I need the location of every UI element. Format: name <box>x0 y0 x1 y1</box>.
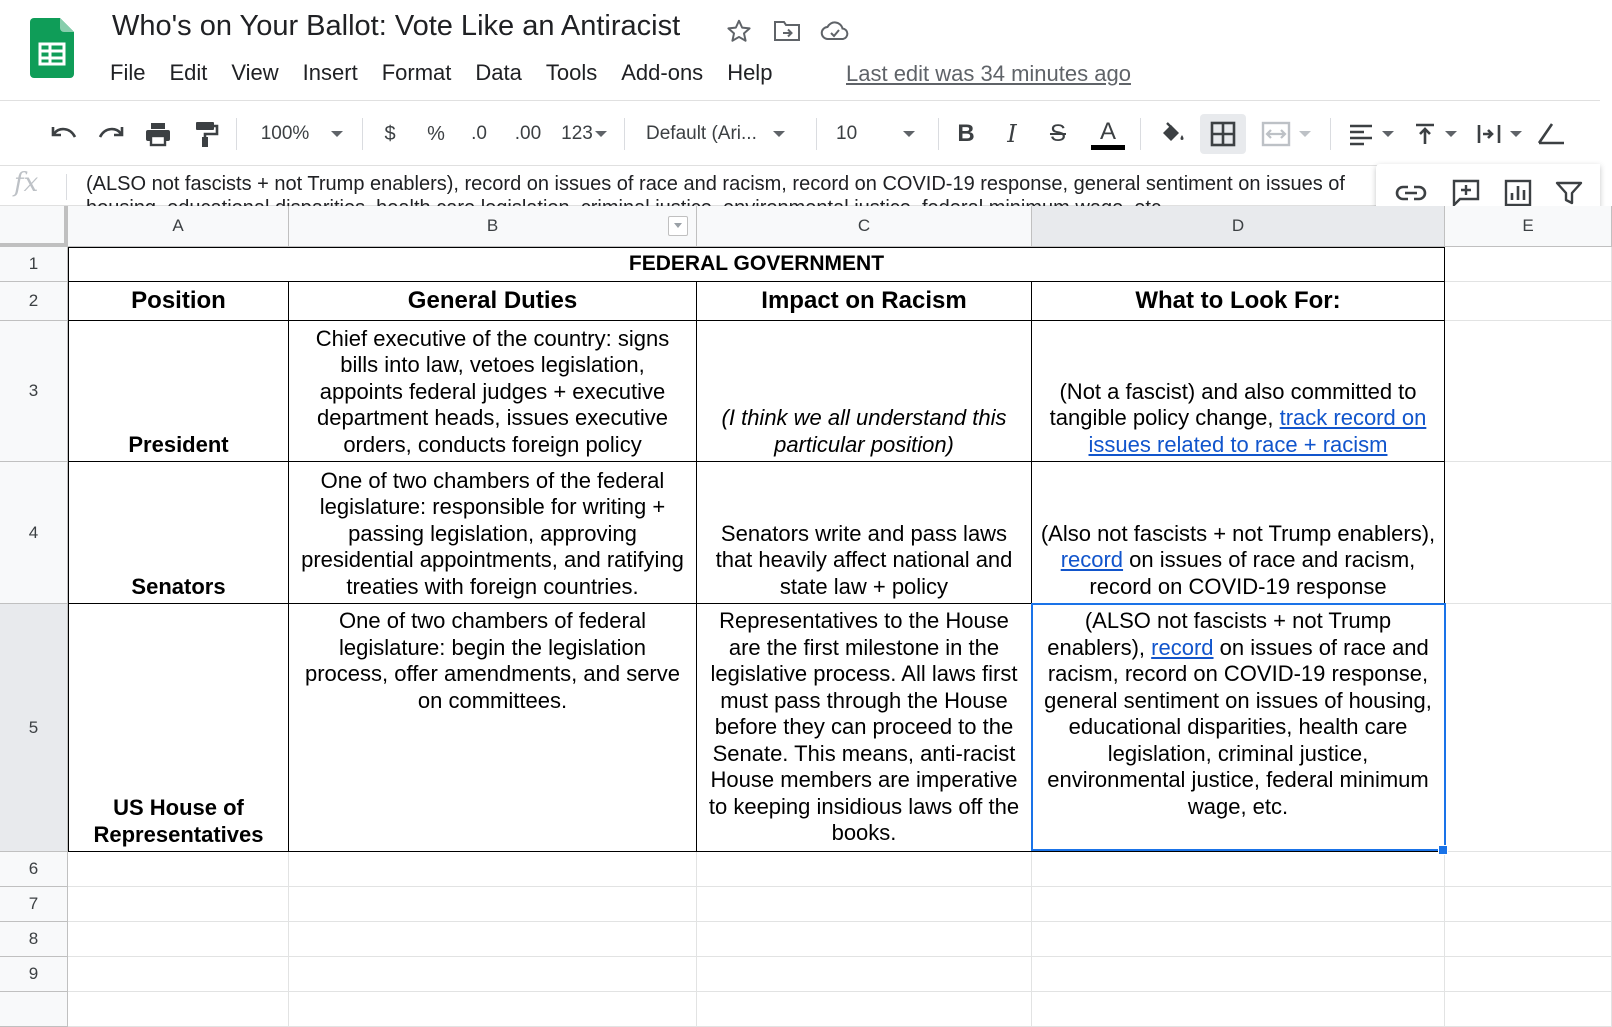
empty-cell[interactable] <box>68 922 289 957</box>
increase-decimal-button[interactable] <box>508 114 548 154</box>
empty-cell[interactable] <box>697 922 1032 957</box>
empty-cell[interactable] <box>697 992 1032 1027</box>
empty-cell[interactable] <box>68 957 289 992</box>
redo-icon[interactable] <box>93 114 129 154</box>
vertical-align-icon[interactable] <box>1408 114 1462 154</box>
menu-tools[interactable]: Tools <box>545 60 598 85</box>
header-impact-cell[interactable] <box>697 282 1032 321</box>
sheet-title-cell[interactable] <box>68 247 1445 282</box>
header-duties-cell[interactable] <box>289 282 697 321</box>
menu-edit[interactable]: Edit <box>169 60 208 85</box>
chevron-down-icon <box>1445 131 1457 137</box>
senators-duties-cell[interactable] <box>289 462 697 604</box>
president-impact: (I think we all understand this particular position) <box>721 405 1007 457</box>
empty-cell[interactable] <box>68 992 289 1027</box>
text-color-label: A <box>1099 117 1116 145</box>
chevron-down-icon <box>903 131 915 137</box>
font-family-value: Default (Ari... <box>646 123 757 144</box>
row-header-9[interactable]: 9 <box>0 957 68 992</box>
empty-cell[interactable] <box>1445 282 1612 321</box>
font-size-value: 10 <box>836 123 858 144</box>
empty-cell[interactable] <box>68 852 289 887</box>
text-rotation-icon[interactable] <box>1536 114 1576 154</box>
empty-cell[interactable] <box>289 852 697 887</box>
sheets-logo-icon[interactable] <box>30 18 74 78</box>
column-header-c[interactable]: C <box>697 206 1032 247</box>
cloud-saved-icon[interactable] <box>820 16 850 46</box>
senators-look-for: (Also not fascists + not Trump enablers), record on issues of race and racism, record on COVID-19 response <box>1040 520 1436 599</box>
column-header-e[interactable]: E <box>1445 206 1612 247</box>
empty-cell[interactable] <box>1032 922 1445 957</box>
sheet-title: FEDERAL GOVERNMENT <box>628 252 885 276</box>
currency-button[interactable]: $ <box>384 122 396 145</box>
house-position-cell[interactable] <box>68 604 289 852</box>
column-header-b-label: B <box>486 216 499 235</box>
strikethrough-button[interactable]: S <box>1049 120 1066 147</box>
bold-button[interactable]: B <box>957 120 975 147</box>
row-header-2[interactable]: 2 <box>0 282 68 321</box>
fill-color-icon[interactable] <box>1154 114 1190 154</box>
empty-cell[interactable] <box>289 922 697 957</box>
fx-icon: fx <box>14 168 39 198</box>
house-look-for-cell[interactable] <box>1032 604 1445 852</box>
senators-duties: One of two chambers of the federal legislature: responsible for writing + passing legislation, approving presidential appointments, and ratifying treaties with foreign countries. <box>301 467 684 599</box>
print-icon[interactable] <box>140 114 176 154</box>
empty-cell[interactable] <box>1445 321 1612 462</box>
row-header-1[interactable]: 1 <box>0 247 68 282</box>
empty-cell[interactable] <box>1445 604 1612 852</box>
row-header-6[interactable]: 6 <box>0 852 68 887</box>
header-look-for: What to Look For: <box>1135 286 1341 314</box>
text-color-button[interactable] <box>1090 114 1126 154</box>
increase-decimal-label: .00 <box>514 123 542 144</box>
menu-insert[interactable]: Insert <box>302 60 358 85</box>
empty-cell[interactable] <box>697 957 1032 992</box>
decrease-decimal-label: .0 <box>471 123 487 144</box>
text-wrapping-icon[interactable] <box>1472 114 1526 154</box>
menu-bar <box>110 60 796 86</box>
column-header-b[interactable] <box>289 206 697 247</box>
header-impact: Impact on Racism <box>761 286 967 314</box>
font-size-select[interactable] <box>836 114 926 154</box>
column-header-d[interactable]: D <box>1032 206 1445 247</box>
column-header-a[interactable]: A <box>68 206 289 247</box>
president-look-for: (Not a fascist) and also committed to tangible policy change, track record on issues related to race + racism <box>1049 378 1427 457</box>
title-actions <box>724 16 850 46</box>
spreadsheet-grid <box>0 206 1600 1017</box>
house-duties: One of two chambers of federal legislature: begin the legislation process, offer amendments, and serve on committees. <box>304 608 680 713</box>
empty-cell[interactable] <box>1032 957 1445 992</box>
fill-handle[interactable] <box>1438 845 1448 855</box>
formula-bar <box>0 166 1600 206</box>
president-duties-cell[interactable] <box>289 321 697 462</box>
house-position: US House of Representatives <box>93 795 264 847</box>
more-formats-label: 123 <box>561 123 593 144</box>
row-header-10[interactable] <box>0 992 68 1027</box>
header-look-for-cell[interactable] <box>1032 282 1445 321</box>
italic-button[interactable]: I <box>1007 120 1017 148</box>
chevron-down-icon <box>331 131 343 137</box>
merge-cells-icon[interactable] <box>1254 114 1318 154</box>
house-look-for: (ALSO not fascists + not Trump enablers), record on issues of race and racism, record on COVID-19 response, general sentiment on issues of housing, educational disparities, health care legislation, criminal justice, environmental justice, federal minimum wage, etc. <box>1044 608 1432 819</box>
menu-help[interactable]: Help <box>727 60 773 85</box>
row-header-7[interactable]: 7 <box>0 887 68 922</box>
toolbar <box>0 102 1600 166</box>
borders-icon[interactable] <box>1200 114 1246 154</box>
zoom-select[interactable] <box>252 114 352 154</box>
empty-cell[interactable] <box>1445 957 1612 992</box>
president-record-link[interactable]: track record on issues related to race + racism <box>1088 405 1427 457</box>
menu-format[interactable]: Format <box>381 60 452 85</box>
horizontal-align-icon[interactable] <box>1344 114 1398 154</box>
empty-cell[interactable] <box>697 852 1032 887</box>
percent-button[interactable]: % <box>427 122 445 145</box>
chevron-down-icon <box>1510 131 1522 137</box>
empty-cell[interactable] <box>289 992 697 1027</box>
president-position-cell[interactable] <box>68 321 289 462</box>
header-duties: General Duties <box>407 286 578 314</box>
chevron-down-icon <box>1299 131 1311 137</box>
last-edit-link[interactable]: Last edit was 34 minutes ago <box>846 61 1131 86</box>
column-filter-icon[interactable] <box>668 216 688 236</box>
empty-cell[interactable] <box>289 957 697 992</box>
empty-cell[interactable] <box>1445 247 1612 282</box>
senators-look-for-cell[interactable] <box>1032 462 1445 604</box>
menu-add-ons[interactable]: Add-ons <box>621 60 704 85</box>
president-impact-cell[interactable] <box>697 321 1032 462</box>
select-all-corner[interactable] <box>0 206 68 247</box>
empty-cell[interactable] <box>1445 922 1612 957</box>
menu-file[interactable]: File <box>110 60 146 85</box>
zoom-value: 100% <box>260 123 310 144</box>
row-header-3[interactable]: 3 <box>0 321 68 462</box>
empty-cell[interactable] <box>1445 462 1612 604</box>
star-icon[interactable] <box>724 16 754 46</box>
menu-data[interactable]: Data <box>475 60 522 85</box>
president-duties: Chief executive of the country: signs bills into law, vetoes legislation, appoints federal judges + executive department heads, issues executive orders, conducts foreign policy <box>315 325 670 457</box>
font-family-select[interactable] <box>646 114 804 154</box>
empty-cell[interactable] <box>68 887 289 922</box>
senators-record-link[interactable]: record <box>1060 547 1124 572</box>
empty-cell[interactable] <box>697 887 1032 922</box>
senators-position: Senators <box>131 573 226 599</box>
move-folder-icon[interactable] <box>772 16 802 46</box>
header-position-cell[interactable] <box>68 282 289 321</box>
empty-cell[interactable] <box>1445 852 1612 887</box>
senators-impact-cell[interactable] <box>697 462 1032 604</box>
empty-cell[interactable] <box>1032 992 1445 1027</box>
app-header <box>0 0 1600 101</box>
document-title[interactable]: Who's on Your Ballot: Vote Like an Antiracist <box>112 10 681 42</box>
row-header-5[interactable]: 5 <box>0 604 68 852</box>
empty-cell[interactable] <box>289 887 697 922</box>
president-position: President <box>128 431 229 457</box>
formula-input[interactable]: (ALSO not fascists + not Trump enablers), record on issues of race and racism, record on COVID-19 response, general sentiment on issues of <box>86 173 1345 195</box>
paint-format-icon[interactable] <box>188 114 224 154</box>
senators-position-cell[interactable] <box>68 462 289 604</box>
empty-cell[interactable] <box>1032 852 1445 887</box>
header-position: Position <box>131 286 226 314</box>
house-impact-cell[interactable] <box>697 604 1032 852</box>
house-impact: Representatives to the House are the first milestone in the legislative process. All laws first must pass through the House before they can proceed to the Senate. This means, anti-racist House members are imperative to keeping insidious laws off the books. <box>708 608 1020 845</box>
menu-view[interactable]: View <box>231 60 279 85</box>
empty-cell[interactable] <box>1445 887 1612 922</box>
insert-link-icon[interactable] <box>1394 183 1428 208</box>
row-header-8[interactable]: 8 <box>0 922 68 957</box>
house-record-link[interactable]: record <box>1151 634 1214 660</box>
president-look-for-cell[interactable] <box>1032 321 1445 462</box>
text-color-swatch <box>1091 145 1125 150</box>
senators-impact: Senators write and pass laws that heavily affect national and state law + policy <box>715 520 1013 599</box>
more-formats-button[interactable] <box>556 114 612 154</box>
house-duties-cell[interactable] <box>289 604 697 852</box>
chevron-down-icon <box>773 131 785 137</box>
decrease-decimal-button[interactable] <box>462 114 496 154</box>
chevron-down-icon <box>1382 131 1394 137</box>
chevron-down-icon <box>595 131 607 137</box>
undo-icon[interactable] <box>46 114 82 154</box>
empty-cell[interactable] <box>1445 992 1612 1027</box>
empty-cell[interactable] <box>1032 887 1445 922</box>
row-header-4[interactable]: 4 <box>0 462 68 604</box>
